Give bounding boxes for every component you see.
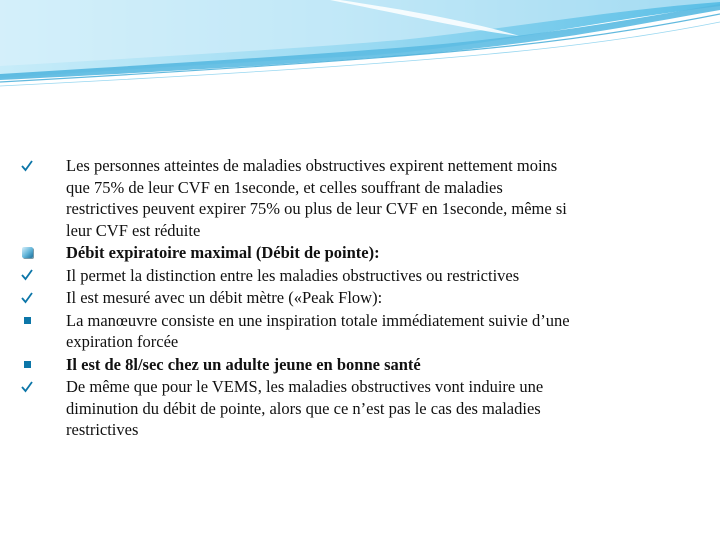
bullet-line: restrictives peuvent expirer 75% ou plus de leur CVF en 1seconde, même si <box>66 199 567 218</box>
slide-body <box>10 155 680 442</box>
square-box-icon <box>20 242 34 263</box>
bullet-line: Il est mesuré avec un débit mètre («Peak Flow): <box>66 288 383 307</box>
bullet-measurement <box>10 287 680 309</box>
bullet-line: restrictives <box>66 420 139 439</box>
bullet-vems-comparison <box>10 376 680 441</box>
bullet-line: diminution du débit de pointe, alors que ce n’est pas le cas des maladies <box>66 398 541 418</box>
bullet-line: La manœuvre consiste en une inspiration totale immédiatement suivie d’une <box>66 310 570 330</box>
bullet-heading: Débit expiratoire maximal (Débit de pointe): <box>66 243 380 262</box>
bullet-line: Il permet la distinction entre les maladies obstructives ou restrictives <box>66 265 520 285</box>
bullet-line: Les personnes atteintes de maladies obstructives expirent nettement moins <box>66 156 558 175</box>
bullet-line: Il est de 8l/sec chez un adulte jeune en bonne santé <box>66 354 421 374</box>
bullet-line: que 75% de leur CVF en 1seconde, et celles souffrant de maladies <box>66 177 503 197</box>
checkmark-icon <box>20 265 34 286</box>
bullet-cvf-comparison <box>10 155 680 241</box>
square-bullet-icon <box>20 310 34 331</box>
square-bullet-icon <box>20 354 34 375</box>
checkmark-icon <box>20 155 34 176</box>
bullet-peak-flow-heading <box>10 242 680 264</box>
bullet-maneuver <box>10 310 680 353</box>
bullet-distinction <box>10 265 680 287</box>
bullet-normal-value <box>10 354 680 376</box>
bullet-line: De même que pour le VEMS, les maladies obstructives vont induire une <box>66 377 544 396</box>
header-wave-decoration <box>0 0 720 90</box>
bullet-line: leur CVF est réduite <box>66 220 201 240</box>
bullet-line: expiration forcée <box>66 332 179 351</box>
checkmark-icon <box>20 287 34 308</box>
checkmark-icon <box>20 376 34 397</box>
